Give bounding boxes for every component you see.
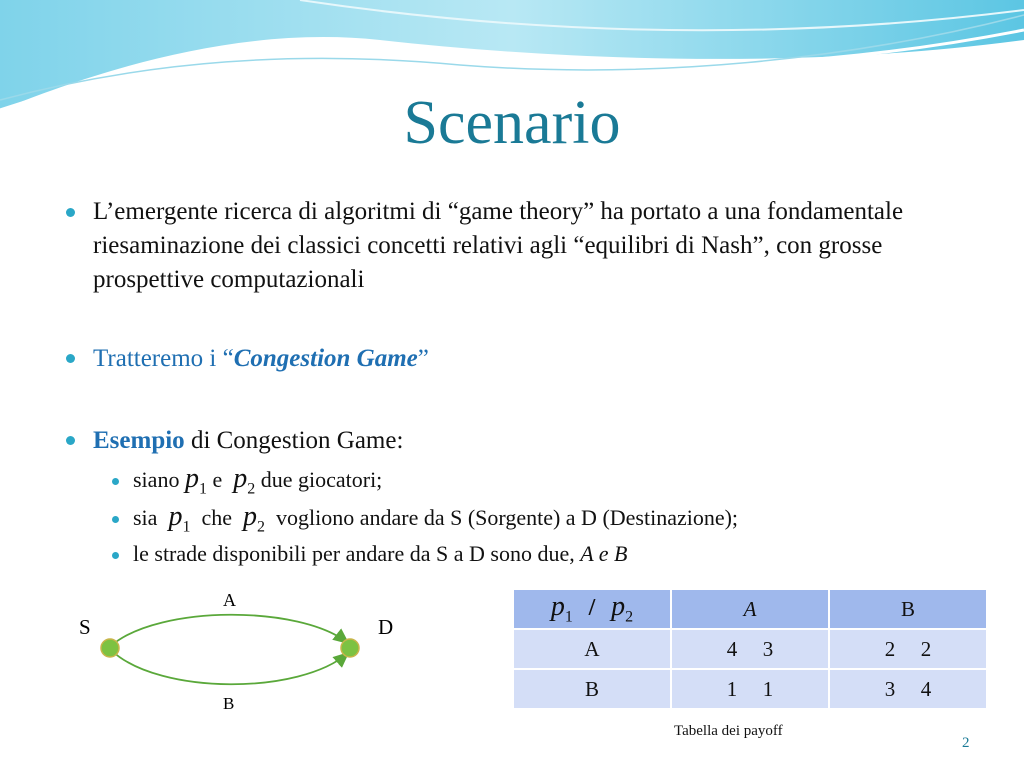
table-header-col-a: A bbox=[672, 590, 828, 628]
bullet-congestion-suffix: ” bbox=[417, 345, 429, 372]
bullet-example-rest: di Congestion Game: bbox=[184, 427, 404, 454]
p2-symbol: $p_2$ bbox=[242, 501, 265, 536]
label-edge-a: A bbox=[223, 590, 236, 610]
table-caption: Tabella dei payoff bbox=[674, 723, 783, 739]
label-edge-b: B bbox=[223, 694, 235, 713]
node-dest bbox=[341, 639, 359, 657]
table-row bbox=[514, 630, 986, 668]
bullet-intro bbox=[93, 195, 913, 297]
table-header-row bbox=[514, 590, 986, 628]
p1-symbol: $p_1$ bbox=[168, 501, 191, 536]
bullet-example-emph: Esempio bbox=[93, 427, 185, 454]
slide-title: Scenario bbox=[403, 89, 621, 157]
bullet-congestion-prefix: Tratteremo i “ bbox=[93, 345, 234, 372]
bullet-congestion bbox=[93, 342, 429, 376]
bullet-example bbox=[93, 424, 403, 458]
sub-text: sia bbox=[133, 505, 163, 530]
sub-bullet-dot bbox=[112, 478, 119, 485]
payoff-cell: 2 2 bbox=[830, 630, 986, 668]
edge-a bbox=[112, 615, 348, 645]
bullet-dot bbox=[66, 354, 75, 363]
sub-bullet-dot bbox=[112, 516, 119, 523]
route-graph bbox=[60, 585, 420, 715]
bullet-dot bbox=[66, 436, 75, 445]
table-header-col-b: B bbox=[830, 590, 986, 628]
page-number: 2 bbox=[962, 735, 970, 751]
sub-text-emph: A e B bbox=[580, 541, 628, 566]
sub-bullet-dot bbox=[112, 552, 119, 559]
payoff-cell: 1 1 bbox=[672, 670, 828, 708]
sub-text: siano bbox=[133, 467, 185, 492]
label-source: S bbox=[79, 615, 91, 639]
bullet-congestion-emph: Congestion Game bbox=[233, 345, 418, 372]
sub-text: due giocatori; bbox=[255, 467, 383, 492]
sub-bullet-players bbox=[133, 464, 382, 505]
row-label: A bbox=[514, 630, 670, 668]
sub-bullet-roads bbox=[133, 539, 627, 569]
sub-text: le strade disponibili per andare da S a D sono due, bbox=[133, 541, 581, 566]
sub-text: che bbox=[195, 505, 238, 530]
label-dest: D bbox=[378, 615, 394, 639]
table-header-players: $p_1$ / $p_2$ bbox=[514, 590, 670, 628]
payoff-cell: 3 4 bbox=[830, 670, 986, 708]
sub-text: e bbox=[206, 467, 228, 492]
node-source bbox=[101, 639, 119, 657]
sub-text: vogliono andare da S (Sorgente) a D (Destinazione); bbox=[270, 505, 739, 530]
p1-symbol: $p_1$ bbox=[184, 463, 207, 498]
table-row bbox=[514, 670, 986, 708]
row-label: B bbox=[514, 670, 670, 708]
edge-b bbox=[112, 651, 348, 684]
payoff-table bbox=[512, 588, 988, 710]
bullet-dot bbox=[66, 208, 75, 217]
p2-symbol: $p_2$ bbox=[233, 463, 256, 498]
bullet-intro-text: L’emergente ricerca di algoritmi di “game theory” ha portato a una fondamentale riesaminazione dei classici concetti relativi agli “equilibri di Nash”, con grosse prospettive computazionali bbox=[93, 198, 904, 293]
payoff-cell: 4 3 bbox=[672, 630, 828, 668]
sub-bullet-route bbox=[133, 502, 738, 543]
